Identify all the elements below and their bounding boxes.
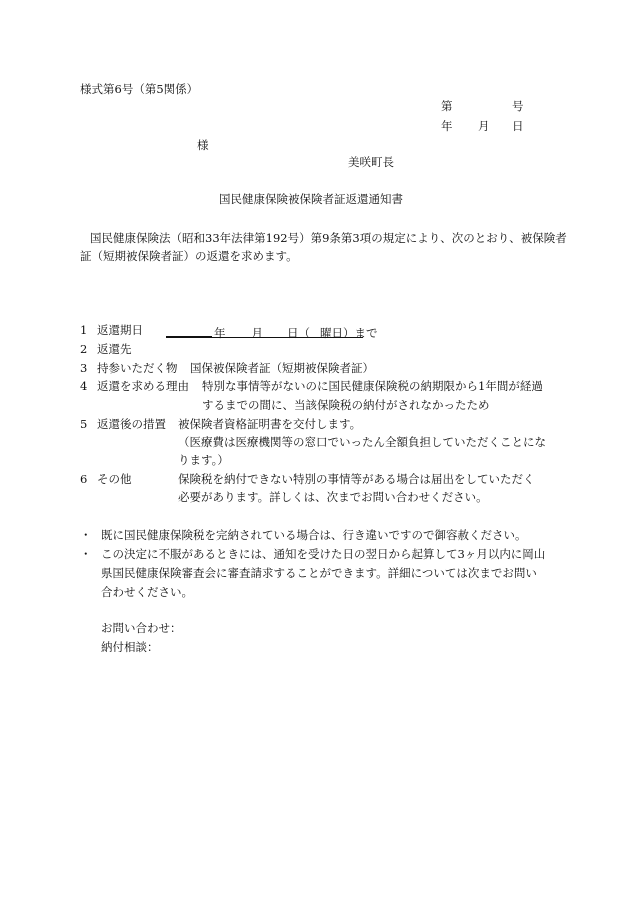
- return-date-tsuki: 月: [251, 326, 263, 340]
- item-label-return-place: 返還先: [97, 342, 132, 356]
- contact-payment: 納付相談：: [101, 640, 159, 654]
- item-number: 3: [80, 361, 88, 375]
- measures-line-2: （医療費は医療機関等の窓口でいったん全額負担していただくことにな: [178, 435, 546, 449]
- item-label-other: その他: [97, 472, 132, 486]
- document-title: 国民健康保険被保険者証返還通知書: [219, 192, 403, 206]
- item-number: 1: [80, 323, 88, 337]
- other-line-1: 保険税を納付できない特別の事情等がある場合は届出をしていただく: [178, 472, 535, 486]
- item-number: 5: [80, 417, 88, 431]
- form-number: 様式第6号（第5関係）: [80, 82, 199, 96]
- note-2-line-2: 県国民健康保険審査会に審査請求することができます。詳細については次までお問い: [101, 566, 537, 580]
- item-number: 6: [80, 472, 88, 486]
- note-1-line-1: 既に国民健康保険税を完納されている場合は、行き違いですので御容赦ください。: [101, 528, 527, 542]
- item-label-bring: 持参いただく物: [97, 361, 178, 375]
- item-label-reason: 返還を求める理由: [97, 379, 189, 393]
- other-line-2: 必要があります。詳しくは、次までお問い合わせください。: [178, 490, 488, 504]
- item-number: 4: [80, 379, 88, 393]
- intro-line-2: 証（短期被保険者証）の返還を求めます。: [80, 249, 298, 263]
- doc-number-dai: 第: [441, 99, 453, 113]
- date-nen: 年: [441, 119, 453, 133]
- note-2-line-3: 合わせください。: [101, 585, 193, 599]
- note-bullet: ・: [80, 528, 92, 542]
- reason-line-1: 特別な事情等がないのに国民健康保険税の納期限から1年間が経過: [202, 379, 543, 393]
- note-2-line-1: この決定に不服があるときには、通知を受けた日の翌日から起算して3ヶ月以内に岡山: [101, 547, 546, 561]
- reason-line-2: するまでの間に、当該保険税の納付がされなかったため: [202, 398, 490, 412]
- doc-number-go: 号: [512, 99, 524, 113]
- contact-inquiry: お問い合わせ：: [101, 621, 182, 635]
- return-date-hi: 日（: [287, 326, 310, 340]
- item-number: 2: [80, 342, 88, 356]
- return-date-youbi: 曜日）まで: [320, 326, 378, 340]
- item-label-return-date: 返還期日: [97, 323, 143, 337]
- item-value-bring: 国保被保険者証（短期被保険者証）: [190, 361, 374, 375]
- date-tsuki: 月: [478, 119, 490, 133]
- addressee-sama: 様: [197, 138, 209, 152]
- note-bullet: ・: [80, 547, 92, 561]
- measures-line-1: 被保険者資格証明書を交付します。: [178, 417, 362, 431]
- date-hi: 日: [512, 119, 524, 133]
- measures-line-3: ります。）: [178, 453, 229, 467]
- return-date-underline: [166, 337, 363, 338]
- return-date-blank: [166, 325, 212, 337]
- item-label-after-measures: 返還後の措置: [97, 417, 166, 431]
- intro-line-1: 国民健康保険法（昭和33年法律第192号）第9条第3項の規定により、次のとおり、被保険者: [90, 231, 567, 245]
- return-date-nen: 年: [214, 326, 226, 340]
- issuer-name: 美咲町長: [348, 155, 394, 169]
